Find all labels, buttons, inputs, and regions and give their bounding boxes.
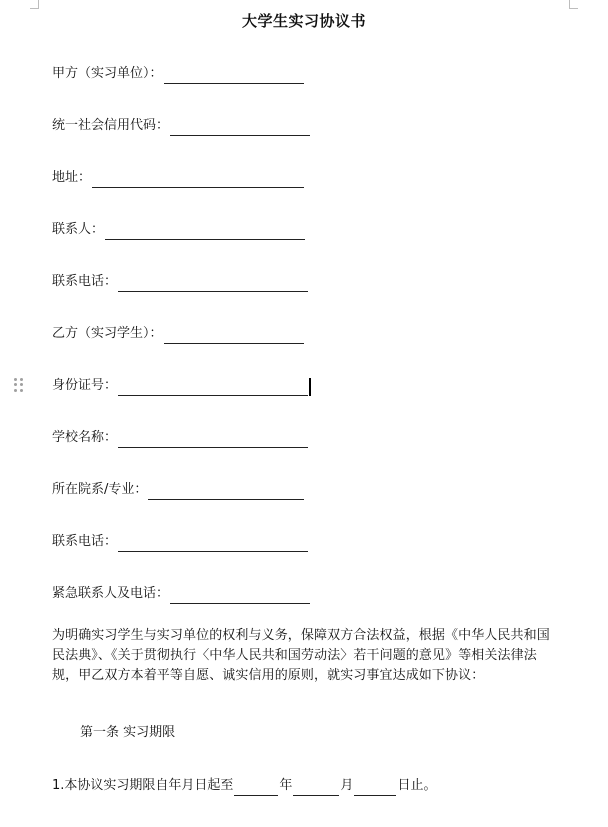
field-contact-person[interactable] [52,220,305,240]
text-cursor [309,378,311,396]
clause-text-month: 月 [340,778,354,793]
field-party-b[interactable] [52,324,304,344]
fill-blank-month[interactable] [293,781,339,796]
fill-blank[interactable] [148,485,304,500]
fill-blank[interactable] [170,121,310,136]
fill-blank[interactable] [105,225,305,240]
clause-text-suffix: 日止。 [397,778,437,793]
fill-blank[interactable] [92,173,304,188]
document-title: 大学生实习协议书 [241,12,366,30]
clause-text-prefix: 1.本协议实习期限自年月日起至 [52,778,234,793]
page-corner-mark-right [569,0,578,9]
section-heading: 第一条 实习期限 [80,725,176,740]
clause-1[interactable] [52,776,436,796]
fill-blank[interactable] [118,277,308,292]
drag-handle-icon[interactable] [14,378,24,392]
fill-blank-day[interactable] [354,781,396,796]
fill-blank[interactable] [170,589,310,604]
intro-paragraph: 为明确实习学生与实习单位的权利与义务，保障双方合法权益，根据《中华人民共和国民法典》、《关于贯彻执行〈中华人民共和国劳动法〉若干问题的意见》等相关法律法规，甲乙双方本着平等自愿、诚实信用的原则，就实习事宜达成如下协议： [52,628,550,683]
field-label: 甲方（实习单位）： [52,66,163,81]
field-label: 乙方（实习学生）： [52,326,163,341]
field-school-name[interactable] [52,428,308,448]
field-id-number[interactable] [52,376,311,396]
field-label: 联系人： [52,222,105,237]
fill-blank[interactable] [164,69,304,84]
clause-text-year: 年 [279,778,293,793]
field-contact-phone-b[interactable] [52,532,308,552]
field-emergency-contact[interactable] [52,584,310,604]
fill-blank[interactable] [118,537,308,552]
page-corner-mark-left [30,0,39,9]
field-label: 地址： [52,170,92,185]
field-label: 联系电话： [52,274,118,289]
field-label: 所在院系/专业： [52,482,148,497]
field-department-major[interactable] [52,480,304,500]
field-address[interactable] [52,168,304,188]
field-label: 学校名称： [52,430,118,445]
field-label: 身份证号： [52,378,118,393]
field-label: 联系电话： [52,534,118,549]
field-contact-phone-a[interactable] [52,272,308,292]
fill-blank[interactable] [164,329,304,344]
fill-blank[interactable] [118,433,308,448]
field-label: 统一社会信用代码： [52,118,170,133]
field-credit-code[interactable] [52,116,310,136]
fill-blank[interactable] [118,381,308,396]
fill-blank-year[interactable] [234,781,278,796]
field-party-a[interactable] [52,64,304,84]
field-label: 紧急联系人及电话： [52,586,170,601]
